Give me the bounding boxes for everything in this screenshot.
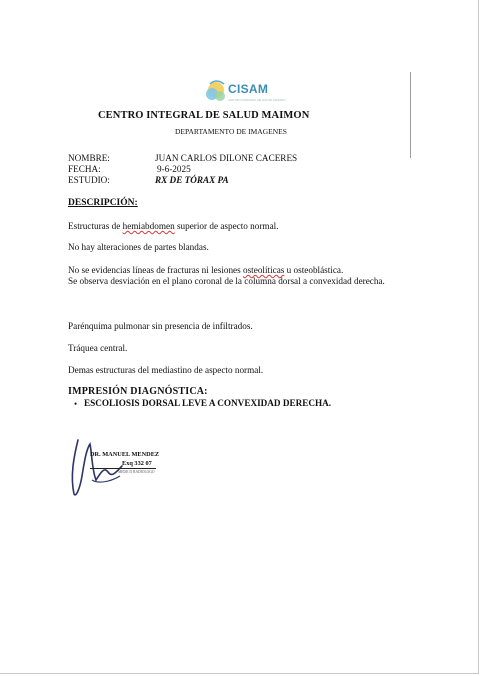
date-label: FECHA: (68, 164, 101, 174)
text-segment: No se evidencias líneas de fracturas ni lesiones (68, 265, 244, 275)
logo-tagline: CENTRO INTEGRAL DE SALUD MAIMON (228, 98, 286, 102)
description-paragraph-1 (68, 221, 388, 232)
signature-role: MEDICO RADIOLOGO (118, 470, 155, 474)
description-paragraph-5: Tráquea central. (68, 343, 128, 353)
margin-line (410, 72, 411, 158)
description-paragraph-6: Demas estructuras del mediastino de aspecto normal. (68, 365, 264, 375)
text-segment: Estructuras de (68, 221, 123, 231)
department-subtitle: DEPARTAMENTO DE IMAGENES (175, 127, 287, 136)
text-segment: Se observa desviación en el plano coronal de la columna dorsal a convexidad derecha. (68, 276, 385, 286)
date-value: 9-6-2025 (157, 164, 191, 174)
signature-line (90, 468, 156, 469)
description-heading: DESCRIPCIÓN: (68, 198, 138, 208)
description-paragraph-2: No hay alteraciones de partes blandas. (68, 242, 209, 252)
impression-item: ESCOLIOSIS DORSAL LEVE A CONVEXIDAD DERECHA. (84, 398, 332, 408)
study-label: ESTUDIO: (68, 175, 110, 185)
signature-exequatur: Exq 332 07 (122, 460, 152, 467)
misspelled-word: osteolíticas (243, 265, 285, 275)
impression-title: IMPRESIÓN DIAGNÓSTICA: (68, 386, 208, 397)
misspelled-word: hemiabdomen (122, 221, 175, 231)
description-paragraph-3 (68, 265, 388, 287)
logo-text: CISAM (228, 82, 269, 96)
name-label: NOMBRE: (68, 153, 110, 163)
text-segment: u osteoblástica. (284, 265, 344, 275)
description-paragraph-4: Parénquima pulmonar sin presencia de infiltrados. (68, 321, 253, 331)
signature-name: DR. MANUEL MENDEZ (90, 451, 160, 458)
text-segment: superior de aspecto normal. (174, 221, 279, 231)
name-value: JUAN CARLOS DILONE CACERES (155, 153, 298, 163)
bullet-icon: • (74, 399, 78, 409)
study-value: RX DE TÓRAX PA (155, 175, 229, 185)
page-title: CENTRO INTEGRAL DE SALUD MAIMON (98, 110, 310, 121)
